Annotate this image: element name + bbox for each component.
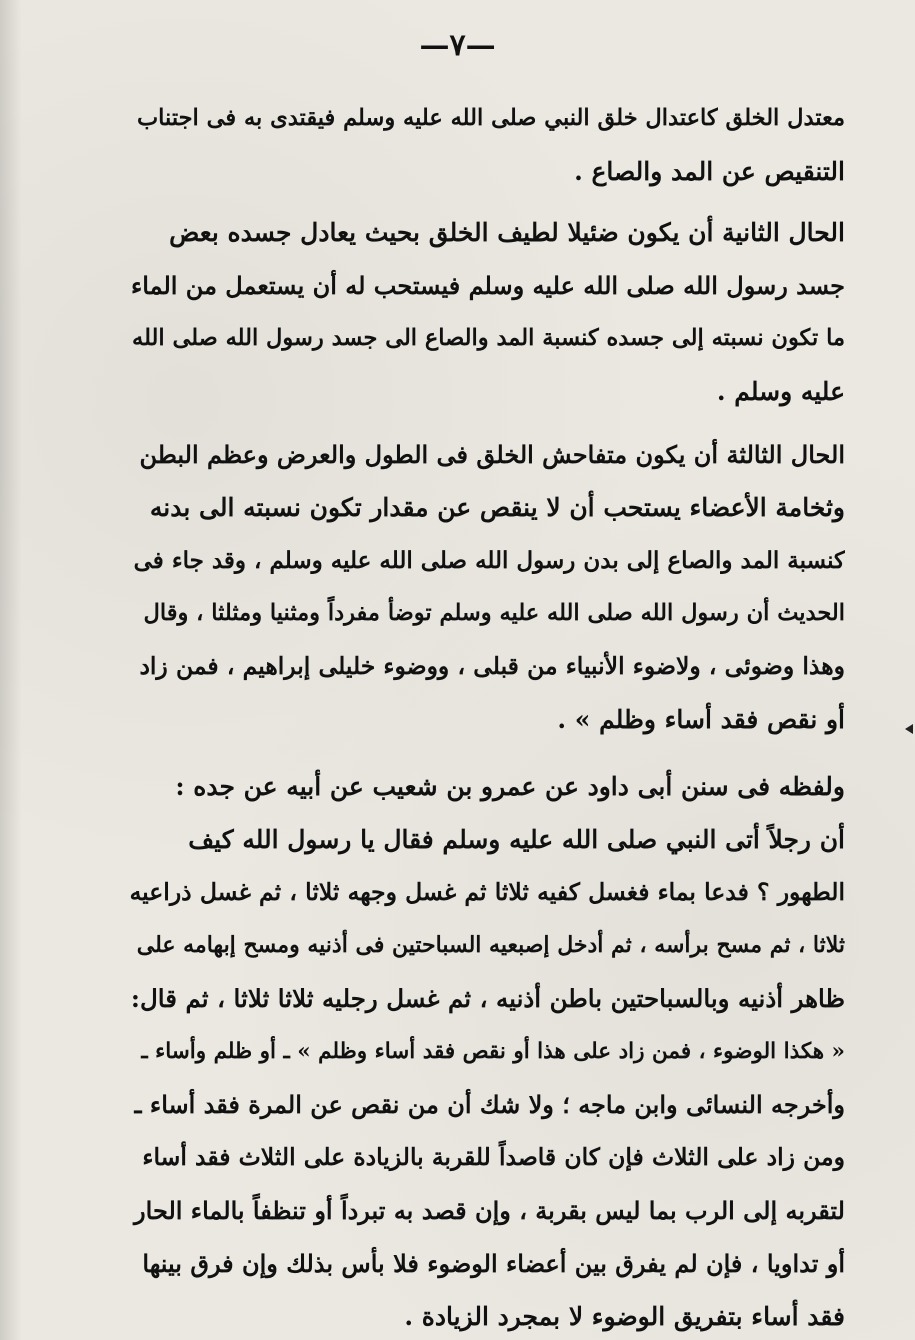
text-line: أن رجلاً أتى النبي صلى الله عليه وسلم فقال يا رسول الله كيف bbox=[188, 825, 845, 854]
page-number: —٧— bbox=[419, 28, 496, 63]
text-line: أو تداويا ، فإن لم يفرق بين أعضاء الوضوء فلا بأس بذلك وإن فرق بينها bbox=[142, 1249, 845, 1278]
text-line: الطهور ؟ فدعا بماء فغسل كفيه ثلاثا ثم غسل وجهه ثلاثا ، ثم غسل ذراعيه bbox=[130, 878, 845, 906]
text-line: « هكذا الوضوء ، فمن زاد على هذا أو نقص فقد أساء وظلم » ـ أو ظلم وأساء ـ bbox=[141, 1039, 845, 1064]
text-line: وأخرجه النسائى وابن ماجه ؛ ولا شك أن من نقص عن المرة فقد أساء ـ bbox=[134, 1090, 845, 1119]
paragraph-1 bbox=[130, 92, 845, 198]
binding-shadow bbox=[0, 0, 22, 1340]
text-line: ظاهر أذنيه وبالسباحتين باطن أذنيه ، ثم غسل رجليه ثلاثا ثلاثا ، ثم قال: bbox=[130, 984, 845, 1013]
text-line: التنقيص عن المد والصاع . bbox=[574, 157, 845, 186]
text-line: ولفظه فى سنن أبى داود عن عمرو بن شعيب عن أبيه عن جده : bbox=[175, 772, 845, 801]
text-line: وثخامة الأعضاء يستحب أن لا ينقص عن مقدار تكون نسبته الى بدنه bbox=[149, 493, 845, 522]
text-line: الحديث أن رسول الله صلى الله عليه وسلم توضأ مفرداً ومثنيا ومثلثا ، وقال bbox=[143, 600, 845, 626]
paragraph-2 bbox=[130, 206, 845, 418]
text-line: ثلاثا ، ثم مسح برأسه ، ثم أدخل إصبعيه السباحتين فى أذنيه ومسح إبهامه على bbox=[136, 932, 845, 958]
text-line: عليه وسلم . bbox=[716, 377, 845, 406]
text-line: فقد أساء بتفريق الوضوء لا بمجرد الزيادة . bbox=[404, 1302, 845, 1331]
text-line: الحال الثانية أن يكون ضئيلا لطيف الخلق بحيث يعادل جسده بعض bbox=[169, 218, 845, 247]
text-line: لتقربه إلى الرب بما ليس بقربة ، وإن قصد به تبرداً أو تنظفاً بالماء الحار bbox=[134, 1196, 845, 1225]
text-line: كنسبة المد والصاع إلى بدن رسول الله صلى الله عليه وسلم ، وقد جاء فى bbox=[133, 547, 845, 574]
text-line: أو نقص فقد أساء وظلم » . bbox=[557, 705, 845, 734]
text-line: معتدل الخلق كاعتدال خلق النبي صلى الله عليه وسلم فيقتدى به فى اجتناب bbox=[137, 105, 845, 131]
text-line: وهذا وضوئى ، ولاضوء الأنبياء من قبلى ، ووضوء خليلى إبراهيم ، فمن زاد bbox=[139, 652, 845, 680]
paragraph-3 bbox=[130, 428, 845, 746]
text-line: ما تكون نسبته إلى جسده كنسبة المد والصاع الى جسد رسول الله صلى الله bbox=[132, 325, 845, 351]
text-line: جسد رسول الله صلى الله عليه وسلم فيستحب له أن يستعمل من الماء bbox=[131, 271, 845, 300]
margin-mark bbox=[905, 724, 913, 734]
text-line: ومن زاد على الثلاث فإن كان قاصداً للقربة بالزيادة على الثلاث فقد أساء bbox=[142, 1143, 845, 1171]
paragraph-4 bbox=[130, 760, 845, 1340]
text-line: الحال الثالثة أن يكون متفاحش الخلق فى الطول والعرض وعظم البطن bbox=[139, 440, 845, 469]
